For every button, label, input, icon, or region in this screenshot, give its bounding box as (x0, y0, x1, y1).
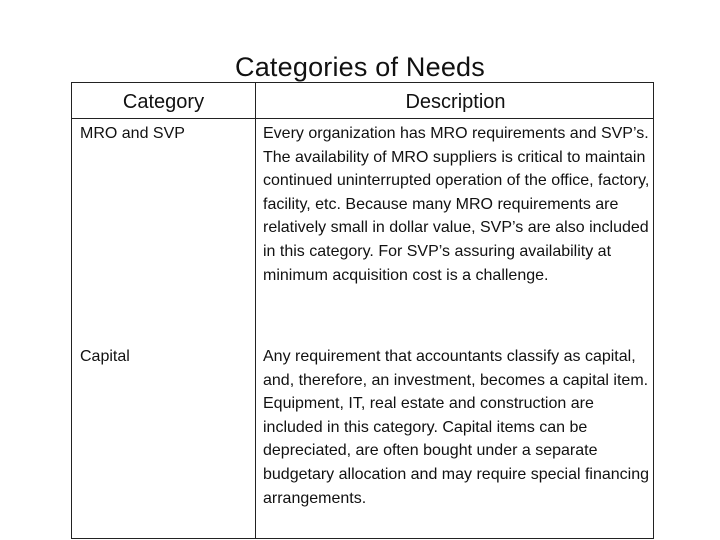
categories-table (71, 82, 654, 539)
row-1-description: Every organization has MRO requirements and SVP’s. The availability of MRO suppliers is critical to maintain continued uninterrupted operation of the office, factory, facility, etc. Because many MRO requirements are relatively small in dollar value, SVP’s are also included in this category. For SVP’s assuring availability at minimum acquisition cost is a challenge. (263, 125, 650, 284)
row-2-category: Capital (80, 348, 130, 365)
row-1-category: MRO and SVP (80, 125, 185, 142)
row-2-description: Any requirement that accountants classify as capital, and, therefore, an investment, becomes a capital item. Equipment, IT, real estate and construction are included in this category. Capital items can be depreciated, are often bought under a separate budgetary allocation and may require special financing arrangements. (263, 348, 650, 507)
column-header-category: Category (122, 91, 205, 113)
column-header-description: Description (405, 91, 506, 113)
column-divider (255, 83, 256, 538)
header-divider (72, 118, 653, 119)
page-title: Categories of Needs (235, 52, 485, 82)
